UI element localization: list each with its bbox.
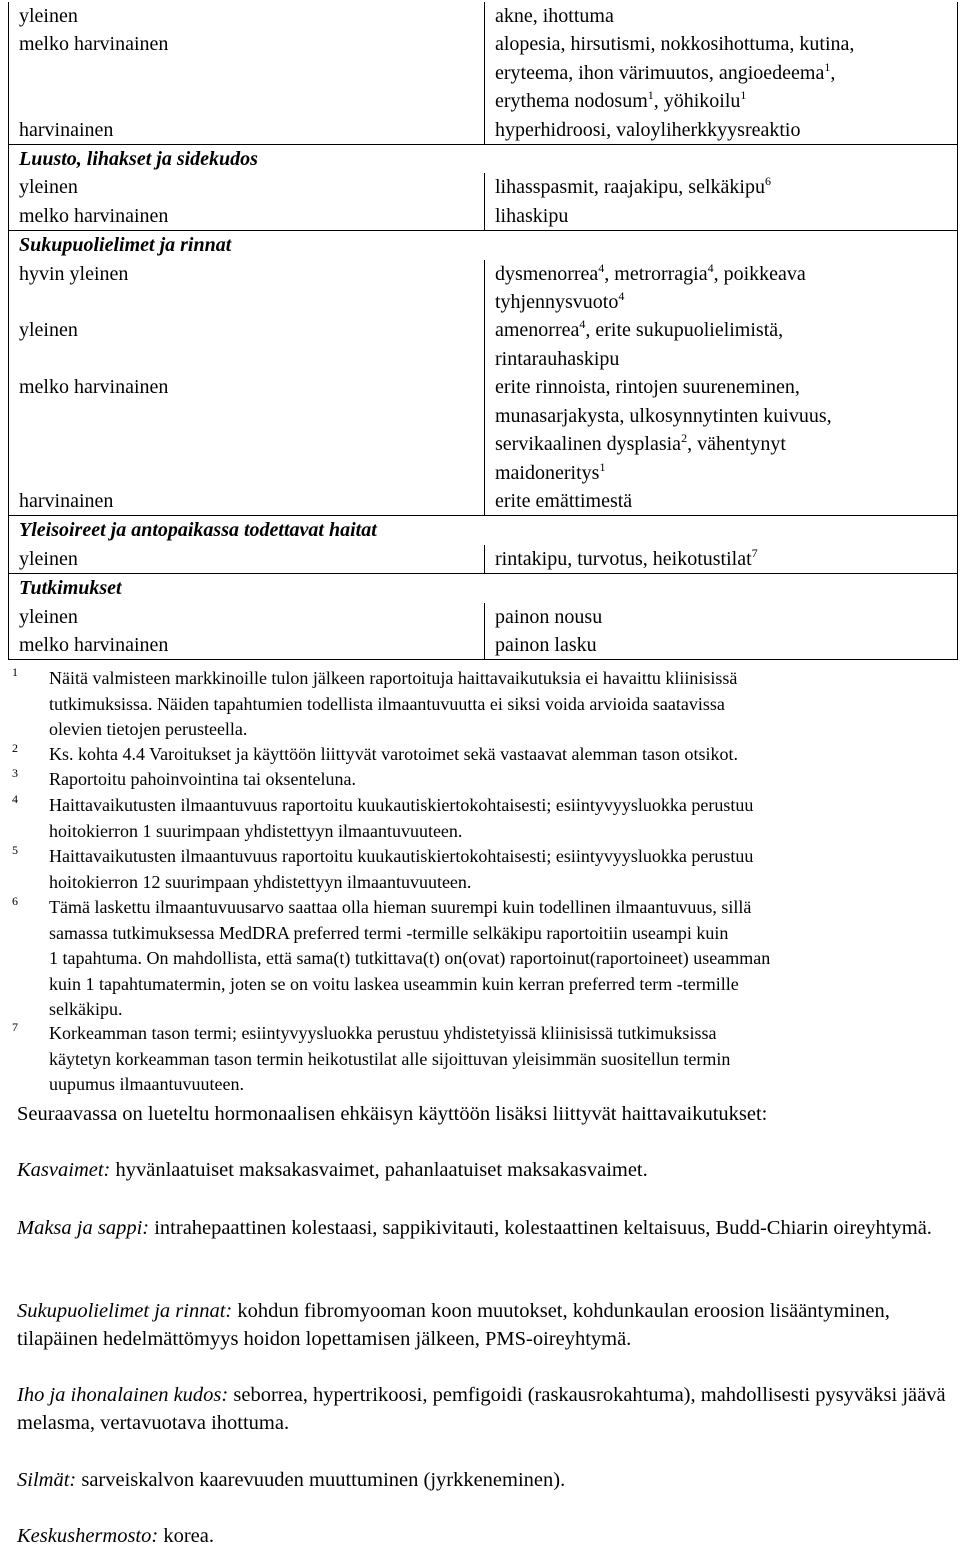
footnote-number: 3 bbox=[12, 766, 18, 780]
paragraph-label: Maksa ja sappi: bbox=[17, 1217, 150, 1239]
footnote bbox=[12, 767, 952, 793]
effects-cell: painon nousu painon lasku bbox=[485, 603, 958, 660]
paragraph-label: Keskushermosto: bbox=[17, 1525, 159, 1547]
effects-cell: lihasspasmit, raajakipu, selkäkipu$^6$ lihaskipu bbox=[485, 173, 958, 230]
paragraph bbox=[17, 1522, 947, 1550]
paragraph-text: intrahepaattinen kolestaasi, sappikivitauti, kolestaattinen keltaisuus, Budd-Chiarin oireyhtymä. bbox=[149, 1217, 932, 1239]
adverse-effects-table bbox=[8, 2, 958, 660]
frequency-cell: yleinen bbox=[9, 545, 485, 574]
section-row bbox=[9, 574, 958, 603]
footnote-number: 1 bbox=[12, 665, 18, 679]
footnote-text: Ks. kohta 4.4 Varoitukset ja käyttöön liittyvät varotoimet sekä vastaavat alemman tason otsikot. bbox=[49, 744, 739, 764]
footnote-text: Tämä laskettu ilmaantuvuusarvo saattaa olla hieman suurempi kuin todellinen ilmaantuvuus, sillä samassa tutkimuksessa MedDRA preferred termi -termille selkäkipu raportoitiin useampi kuin 1 tapahtuma. On mahdollista, että sama(t) tutkittava(t) on(ovat) raportoinut(raportoineet) useamman kuin 1 tapahtumatermin, joten se on voitu laskea useammin kuin kerran preferred term -termille selkäkipu. bbox=[49, 897, 771, 1020]
paragraph-text: kohdun fibromyooman koon muutokset, kohdunkaulan eroosion lisääntyminen, tilapäinen hedelmättömyys hoidon lopettamisen jälkeen, PMS-oireyhtymä. bbox=[17, 1300, 890, 1350]
frequency-cell: yleinen melko harvinainen harvinainen bbox=[9, 2, 485, 145]
paragraph-text: sarveiskalvon kaarevuuden muuttuminen (jyrkkeneminen). bbox=[76, 1469, 566, 1491]
section-heading: Sukupuolielimet ja rinnat bbox=[9, 231, 958, 260]
effects-cell: rintakipu, turvotus, heikotustilat$^7$ bbox=[485, 545, 958, 574]
table-row bbox=[9, 2, 958, 145]
paragraph bbox=[17, 1156, 947, 1184]
footnote-number: 4 bbox=[12, 792, 18, 806]
paragraph bbox=[17, 1381, 947, 1437]
effects-cell: dysmenorrea$^4$, metrorragia$^4$, poikkeava tyhjennysvuoto$^4$ amenorrea$^4$, erite sukupuolielimistä, rintarauhaskipu erite rinnoista, rintojen suureneminen, munasarjakysta, ulkosynnytinten kuivuus, servikaalinen dysplasia$^2$, vähentynyt maidoneritys$^1$ erite emättimestä bbox=[485, 260, 958, 516]
table-row bbox=[9, 545, 958, 574]
footnote-number: 2 bbox=[12, 741, 18, 755]
paragraph-label: Iho ja ihonalainen kudos: bbox=[17, 1384, 229, 1406]
section-heading: Luusto, lihakset ja sidekudos bbox=[9, 145, 958, 174]
effects-cell: akne, ihottuma alopesia, hirsutismi, nokkosihottuma, kutina, eryteema, ihon värimuutos, angioedeema$^1$, erythema nodosum$^1$, yöhikoilu$^1$ hyperhidroosi, valoyliherkkyysreaktio bbox=[485, 2, 958, 145]
paragraph bbox=[17, 1214, 947, 1242]
frequency-cell: hyvin yleinen yleinen melko harvinainen harvinainen bbox=[9, 260, 485, 516]
footnote-number: 6 bbox=[12, 894, 18, 908]
footnote bbox=[12, 1021, 952, 1098]
footnote bbox=[12, 742, 952, 768]
footnote bbox=[12, 844, 952, 895]
section-row bbox=[9, 145, 958, 174]
footnote-text: Haittavaikutusten ilmaantuvuus raportoitu kuukautiskiertokohtaisesti; esiintyvyysluokka perustuu hoitokierron 1 suurimpaan yhdistettyyn ilmaantuvuuteen. bbox=[49, 795, 754, 841]
footnote-text: Haittavaikutusten ilmaantuvuus raportoitu kuukautiskiertokohtaisesti; esiintyvyysluokka perustuu hoitokierron 12 suurimpaan yhdistettyyn ilmaantuvuuteen. bbox=[49, 846, 754, 892]
paragraph-label: Silmät: bbox=[17, 1469, 77, 1491]
footnote-number: 7 bbox=[12, 1020, 18, 1034]
table-row bbox=[9, 260, 958, 516]
frequency-cell: yleinen melko harvinainen bbox=[9, 603, 485, 660]
intro-paragraph: Seuraavassa on lueteltu hormonaalisen ehkäisyn käyttöön lisäksi liittyvät haittavaikutukset: bbox=[17, 1103, 768, 1125]
paragraph-label: Kasvaimet: bbox=[17, 1159, 111, 1181]
table-row bbox=[9, 173, 958, 230]
paragraph-label: Sukupuolielimet ja rinnat: bbox=[17, 1300, 233, 1322]
footnote-text: Korkeamman tason termi; esiintyvyysluokka perustuu yhdistetyissä kliinisissä tutkimuksissa käytetyn korkeamman tason termin heikotustilat alle sijoittuvan yleisimmän suositellun termin uupumus ilmaantuvuuteen. bbox=[49, 1023, 731, 1095]
footnote-text: Raportoitu pahoinvointina tai oksenteluna. bbox=[49, 769, 356, 789]
footnote-text: Näitä valmisteen markkinoille tulon jälkeen raportoituja haittavaikutuksia ei havaittu kliinisissä tutkimuksissa. Näiden tapahtumien todellista ilmaantuvuutta ei siksi voida arvioida saatavissa olevien tietojen perusteella. bbox=[49, 668, 738, 740]
footnote-number: 5 bbox=[12, 843, 18, 857]
paragraph-text: seborrea, hypertrikoosi, pemfigoidi (raskausrokahtuma), mahdollisesti pysyväksi jäävä melasma, vertavuotava ihottuma. bbox=[17, 1384, 946, 1434]
section-row bbox=[9, 516, 958, 545]
paragraph bbox=[17, 1466, 947, 1494]
paragraph bbox=[17, 1297, 947, 1353]
footnote bbox=[12, 666, 952, 743]
section-heading: Yleisoireet ja antopaikassa todettavat haitat bbox=[9, 516, 958, 545]
table-row bbox=[9, 603, 958, 660]
footnote bbox=[12, 793, 952, 844]
paragraph-text: hyvänlaatuiset maksakasvaimet, pahanlaatuiset maksakasvaimet. bbox=[110, 1159, 648, 1181]
footnote bbox=[12, 895, 952, 1023]
frequency-cell: yleinen melko harvinainen bbox=[9, 173, 485, 230]
section-row bbox=[9, 231, 958, 260]
section-heading: Tutkimukset bbox=[9, 574, 958, 603]
paragraph-text: korea. bbox=[158, 1525, 214, 1547]
